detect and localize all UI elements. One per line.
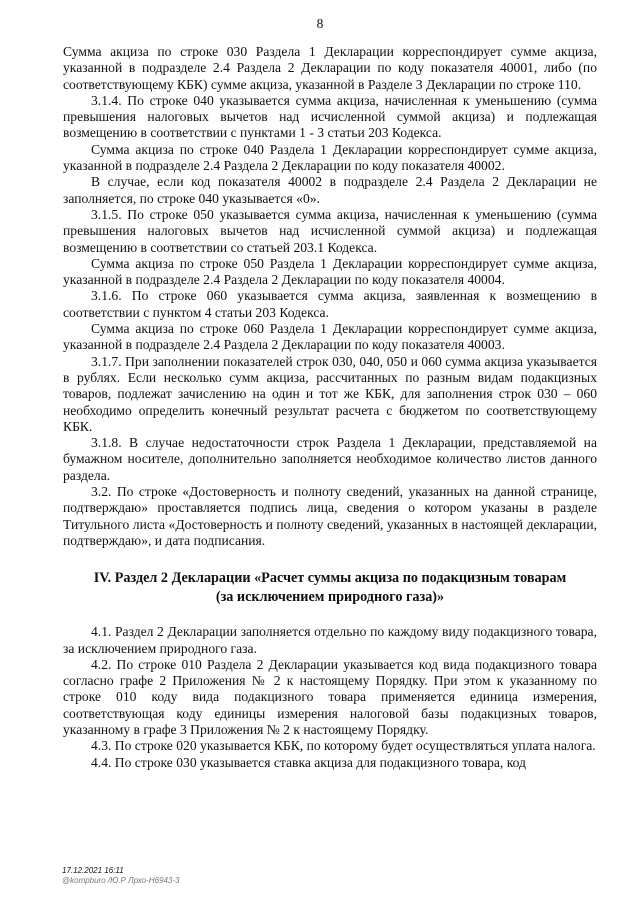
paragraph: 4.2. По строке 010 Раздела 2 Декларации указывается код вида подакцизного товара согласно графе 2 Приложения № 2 к настоящему Порядку. При этом к указанному по строке 010 коду вида подакцизного товара применяется единица измерения, соответствующая коду единицы измерения налоговой базы подакцизных товаров, указанному в графе 3 Приложения № 2 к настоящему Порядку. (63, 656, 597, 737)
paragraph: Сумма акциза по строке 060 Раздела 1 Декларации корреспондирует сумме акциза, указанной в подразделе 2.4 Раздела 2 Декларации по коду показателя 40003. (63, 321, 597, 353)
paragraph: 4.3. По строке 020 указывается КБК, по которому будет осуществляться уплата налога. (91, 738, 596, 754)
paragraph: В случае, если код показателя 40002 в подразделе 2.4 Раздела 2 Декларации не заполняется, по строке 040 указывается «0». (63, 174, 597, 206)
paragraph: 4.1. Раздел 2 Декларации заполняется отдельно по каждому виду подакцизного товара, за исключением природного газа. (63, 624, 597, 656)
document-stamp: @kompburo /Ю.Р Лрхо-Н6943-3 (62, 875, 180, 885)
paragraph: Сумма акциза по строке 050 Раздела 1 Декларации корреспондирует сумме акциза, указанной в подразделе 2.4 Раздела 2 Декларации по коду показателя 40004. (63, 255, 597, 288)
paragraph: 3.1.8. В случае недостаточности строк Раздела 1 Декларации, представляемой на бумажном носителе, дополнительно заполняется необходимое количество листов данного раздела. (63, 435, 597, 483)
paragraph: 3.2. По строке «Достоверность и полноту сведений, указанных на данной странице, подтверждаю» проставляется подпись лица, сведения о котором указаны в разделе Титульного листа «Достоверность и полноту сведений, указанных в настоящей декларации, подтверждаю», и дата подписания. (63, 484, 597, 548)
print-timestamp: 17.12.2021 16:11 (62, 866, 124, 875)
paragraph: 3.1.6. По строке 060 указывается сумма акциза, заявленная к возмещению в соответствии с пунктом 4 статьи 203 Кодекса. (63, 288, 597, 320)
paragraph: 3.1.7. При заполнении показателей строк 030, 040, 050 и 060 сумма акциза указывается в рублях. Если несколько сумм акциза, рассчитанных по разным видам подакцизных товаров, подлежат зачислению на один и тот же КБК, для заполнения строк 030 – 060 необходимо определить конечный результат расчета с бюджетом по соответствующему КБК. (63, 353, 597, 434)
page-number: 8 (316, 16, 324, 31)
paragraph: Сумма акциза по строке 030 Раздела 1 Декларации корреспондирует сумме акциза, указанной в подразделе 2.4 Раздела 2 Декларации по коду показателя 40001, либо (по соответствующему КБК) сумме акциза, указанной в Разделе 3 Декларации по строке 110. (63, 44, 597, 92)
section-heading-line: IV. Раздел 2 Декларации «Расчет суммы акциза по подакцизным товарам (93, 570, 567, 587)
print-footer (62, 866, 179, 885)
section-heading-line: (за исключением природного газа)» (215, 589, 445, 606)
paragraph: 4.4. По строке 030 указывается ставка акциза для подакцизного товара, код (91, 754, 526, 770)
document-body (63, 44, 597, 771)
section-heading (63, 569, 597, 607)
paragraph: Сумма акциза по строке 040 Раздела 1 Декларации корреспондирует сумме акциза, указанной в подразделе 2.4 Раздела 2 Декларации по коду показателя 40002. (63, 141, 597, 174)
paragraph: 3.1.4. По строке 040 указывается сумма акциза, начисленная к уменьшению (сумма превышения налоговых вычетов над исчисленной суммой акциза) и подлежащая возмещению в соответствии с пунктами 1 - 3 статьи 203 Кодекса. (63, 92, 597, 141)
paragraph: 3.1.5. По строке 050 указывается сумма акциза, начисленная к уменьшению (сумма превышения налоговых вычетов над исчисленной суммой акциза) и подлежащая возмещению в соответствии со статьей 203.1 Кодекса. (63, 206, 597, 255)
